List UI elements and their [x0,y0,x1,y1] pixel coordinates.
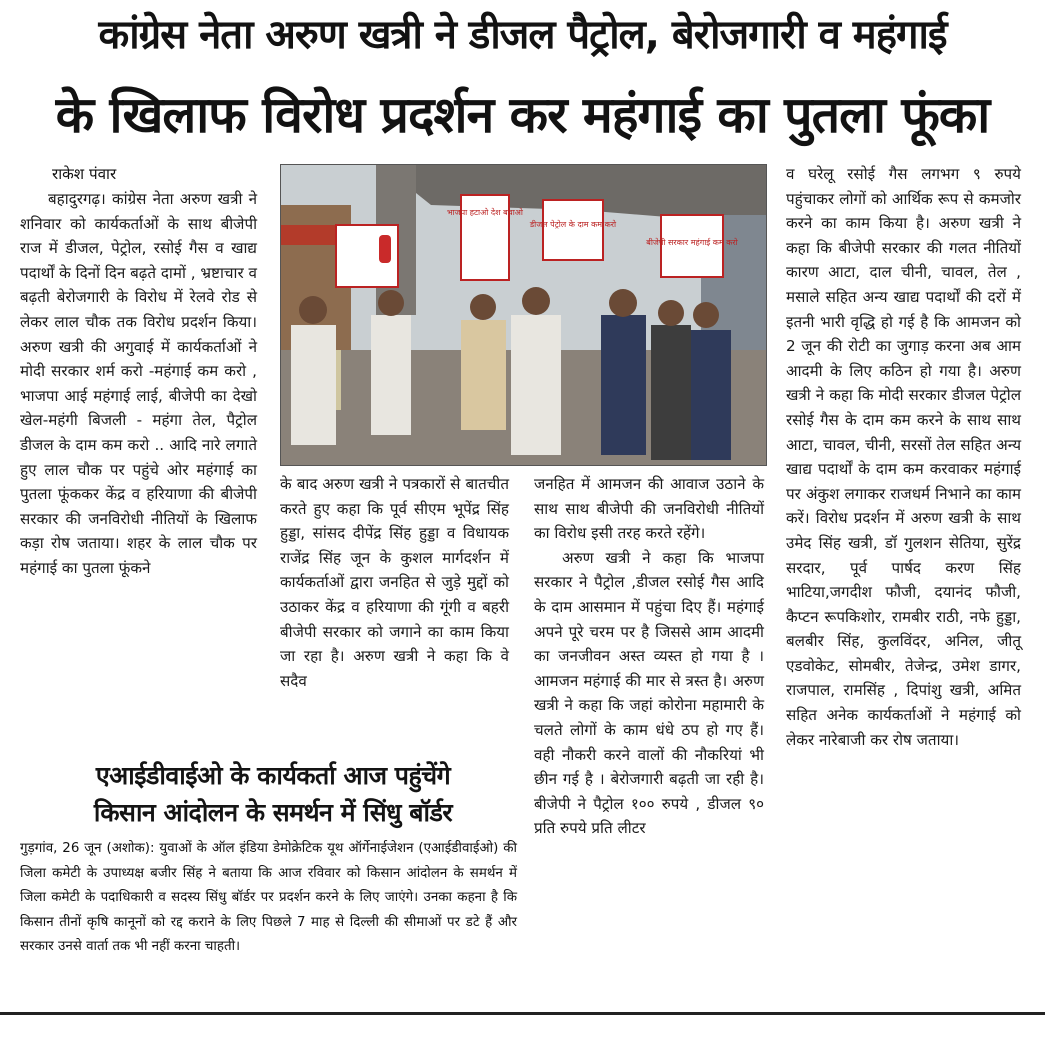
paragraph: बहादुरगढ़। कांग्रेस नेता अरुण खत्री ने शनिवार को कार्यकर्ताओं के साथ बीजेपी राज में डीजल, पेट्रोल, रसोई गैस व खाद्य पदार्थों के दिनों दिन बढ़ते दामों , भ्रष्टाचार व बढ़ती बेरोजगारी के विरोध में रेलवे रोड से लेकर लाल चौक तक विरोध प्रदर्शन किया। अरुण खत्री की अगुवाई में कार्यकर्ताओं ने मोदी सरकार शर्म करो -महंगाई कम करो , भाजपा आई महंगाई लाई, बीजेपी का देखो खेल-महंगी बिजली - महंगा तेल, पैट्रोल डीजल के दाम कम करो .. आदि नारे लगाते हुए लाल चौक पर पहुंचे ओर महंगाई का पुतला फूंककर केंद्र व हरियाणा की बीजेपी सरकार की जनविरोधी नीतियों के खिलाफ कड़ा रोष जताया। शहर के लाल चौक पर महंगाई का पुतला फूंकने [20,190,257,577]
placard-2-text: डीजल पेट्रोल के दाम कम करो [529,220,617,229]
paragraph: व घरेलू रसोई गैस लगभग ९ रुपये पहुंचाकर लोगों को आर्थिक रूप से कमजोर करने का काम किया है। अरुण खत्री ने कहा कि बीजेपी सरकार की गलत नीतियों कारण आटा, दाल चीनी, चावल, तेल , मसाले सहित अन्य खाद्य पदार्थों की दरों में इतनी भारी वृद्धि हो गई है कि आमजन को 2 जून की रोटी का जुगाड़ करना अब आम आदमी के लिए कठिन हो गया है। अरुण खत्री ने कहा कि मोदी सरकार डीजल पेट्रोल रसोई गैस के दाम कम करने के साथ साथ आटा, चावल, चीनी, सरसों तेल सहित अन्य खाद्य पदार्थों के दाम कम करवाकर महंगाई पर अंकुश लगाकर राजधर्म निभाने का काम करें। विरोध प्रदर्शन में अरुण खत्री के साथ उमेद सिंह खत्री, डॉ गुलशन सेतिया, सुरेंद्र सरदार, पूर्व पार्षद करण सिंह भाटिया,जगदीश फौजी, दयानंद फौजी, कैप्टन रूपकिशोर, रामबीर राठी, नफे हुड्डा, बलबीर सिंह, कुलविंदर, अनिल, जीतू एडवोकेट, सोमबीर, तेजेन्द्र, उमेश डागर, राजपाल, रामसिंह , दिपांशु खत्री, अमित सहित अनेक कार्यकर्ताओं ने महंगाई को लेकर नारेबाजी कर रोष जताया। [786,165,1021,749]
byline: राकेश पंवार [52,165,117,183]
paragraph: जनहित में आमजन की आवाज उठाने के साथ साथ बीजेपी की जनविरोधी नीतियों का विरोध इसी तरह करते रहेंगे। [534,475,764,543]
paragraph: के बाद अरुण खत्री ने पत्रकारों से बातचीत करते हुए कहा कि पूर्व सीएम भूपेंद्र सिंह हुड्डा, सांसद दीपेंद्र सिंह हुड्डा व विधायक राजेंद्र सिंह जून के कुशल मार्गदर्शन में कार्यकर्ताओं द्वारा जनहित से जुड़े मुद्दों को उठाकर केंद्र व हरियाणा की गूंगी व बहरी बीजेपी सरकार को जगाने का काम किया जा रहा है। अरुण खत्री ने कहा कि वे सदैव [280,475,509,690]
placard-3-text: बीजेपी सरकार महंगाई कम करो [646,238,738,247]
placard-2 [529,200,617,260]
protest-scene-illustration [281,165,766,465]
article-column-3 [534,472,764,841]
placard-1-text: भाजपा हटाओ देश बचाओ [446,208,524,217]
headline-line-1: कांग्रेस नेता अरुण खत्री ने डीजल पैट्रोल, बेरोजगारी व महंगाई [98,12,947,58]
article-column-1 [20,187,257,581]
subhead-line-2: किसान आंदोलन के समर्थन में सिंधु बॉर्डर [93,798,453,827]
subhead-line-1: एआईडीवाईओ के कार्यकर्ता आज पहुंचेंगे [95,761,451,790]
brief-news-body [20,837,517,960]
protest-photo [280,164,767,466]
bottom-rule [0,1012,1045,1015]
brief-paragraph: गुड़गांव, 26 जून (अशोक): युवाओं के ऑल इंडिया डेमोक्रेटिक यूथ ऑर्गेनाईजेशन (एआईडीवाईओ) की जिला कमेटी के उपाध्यक्ष बजीर सिंह ने बताया कि आज रविवार को किसान आंदोलन के समर्थन में जिला कमेटी के पदाधिकारी व सदस्य सिंधु बॉर्डर पर प्रदर्शन करने के लिए जाएंगे। उनका कहना है कि किसान तीनों कृषि कानूनों को रद्द कराने के लिए पिछले 7 माह से दिल्ली की सीमाओं पर डटे हैं और सरकार उनसे वार्ता तक भी नहीं करना चाहती। [20,841,517,955]
headline-line-2: के खिलाफ विरोध प्रदर्शन कर महंगाई का पुतला फूंका [55,86,990,144]
article-column-4 [786,162,1021,752]
paragraph: अरुण खत्री ने कहा कि भाजपा सरकार ने पैट्रोल ,डीजल रसोई गैस आदि के दाम आसमान में पहुंचा दिए हैं। महंगाई अपने पूरे चरम पर है जिससे आम आदमी का जनजीवन अस्त व्यस्त हो गया है । आमजन महंगाई की मार से त्रस्त है। अरुण खत्री ने कहा कि जहां कोरोना महामारी के चलते लोगों के काम धंधे ठप हो गए हैं। वही नौकरी करने वालों की नौकरियां भी छीन गई है । बेरोजगारी बढ़ती जा रही है। बीजेपी ने पैट्रोल १०० रुपये , डीजल ९० प्रति रुपये प्रति लीटर [534,548,764,838]
placard-gas-cylinder [336,225,398,287]
article-column-2 [280,472,509,693]
